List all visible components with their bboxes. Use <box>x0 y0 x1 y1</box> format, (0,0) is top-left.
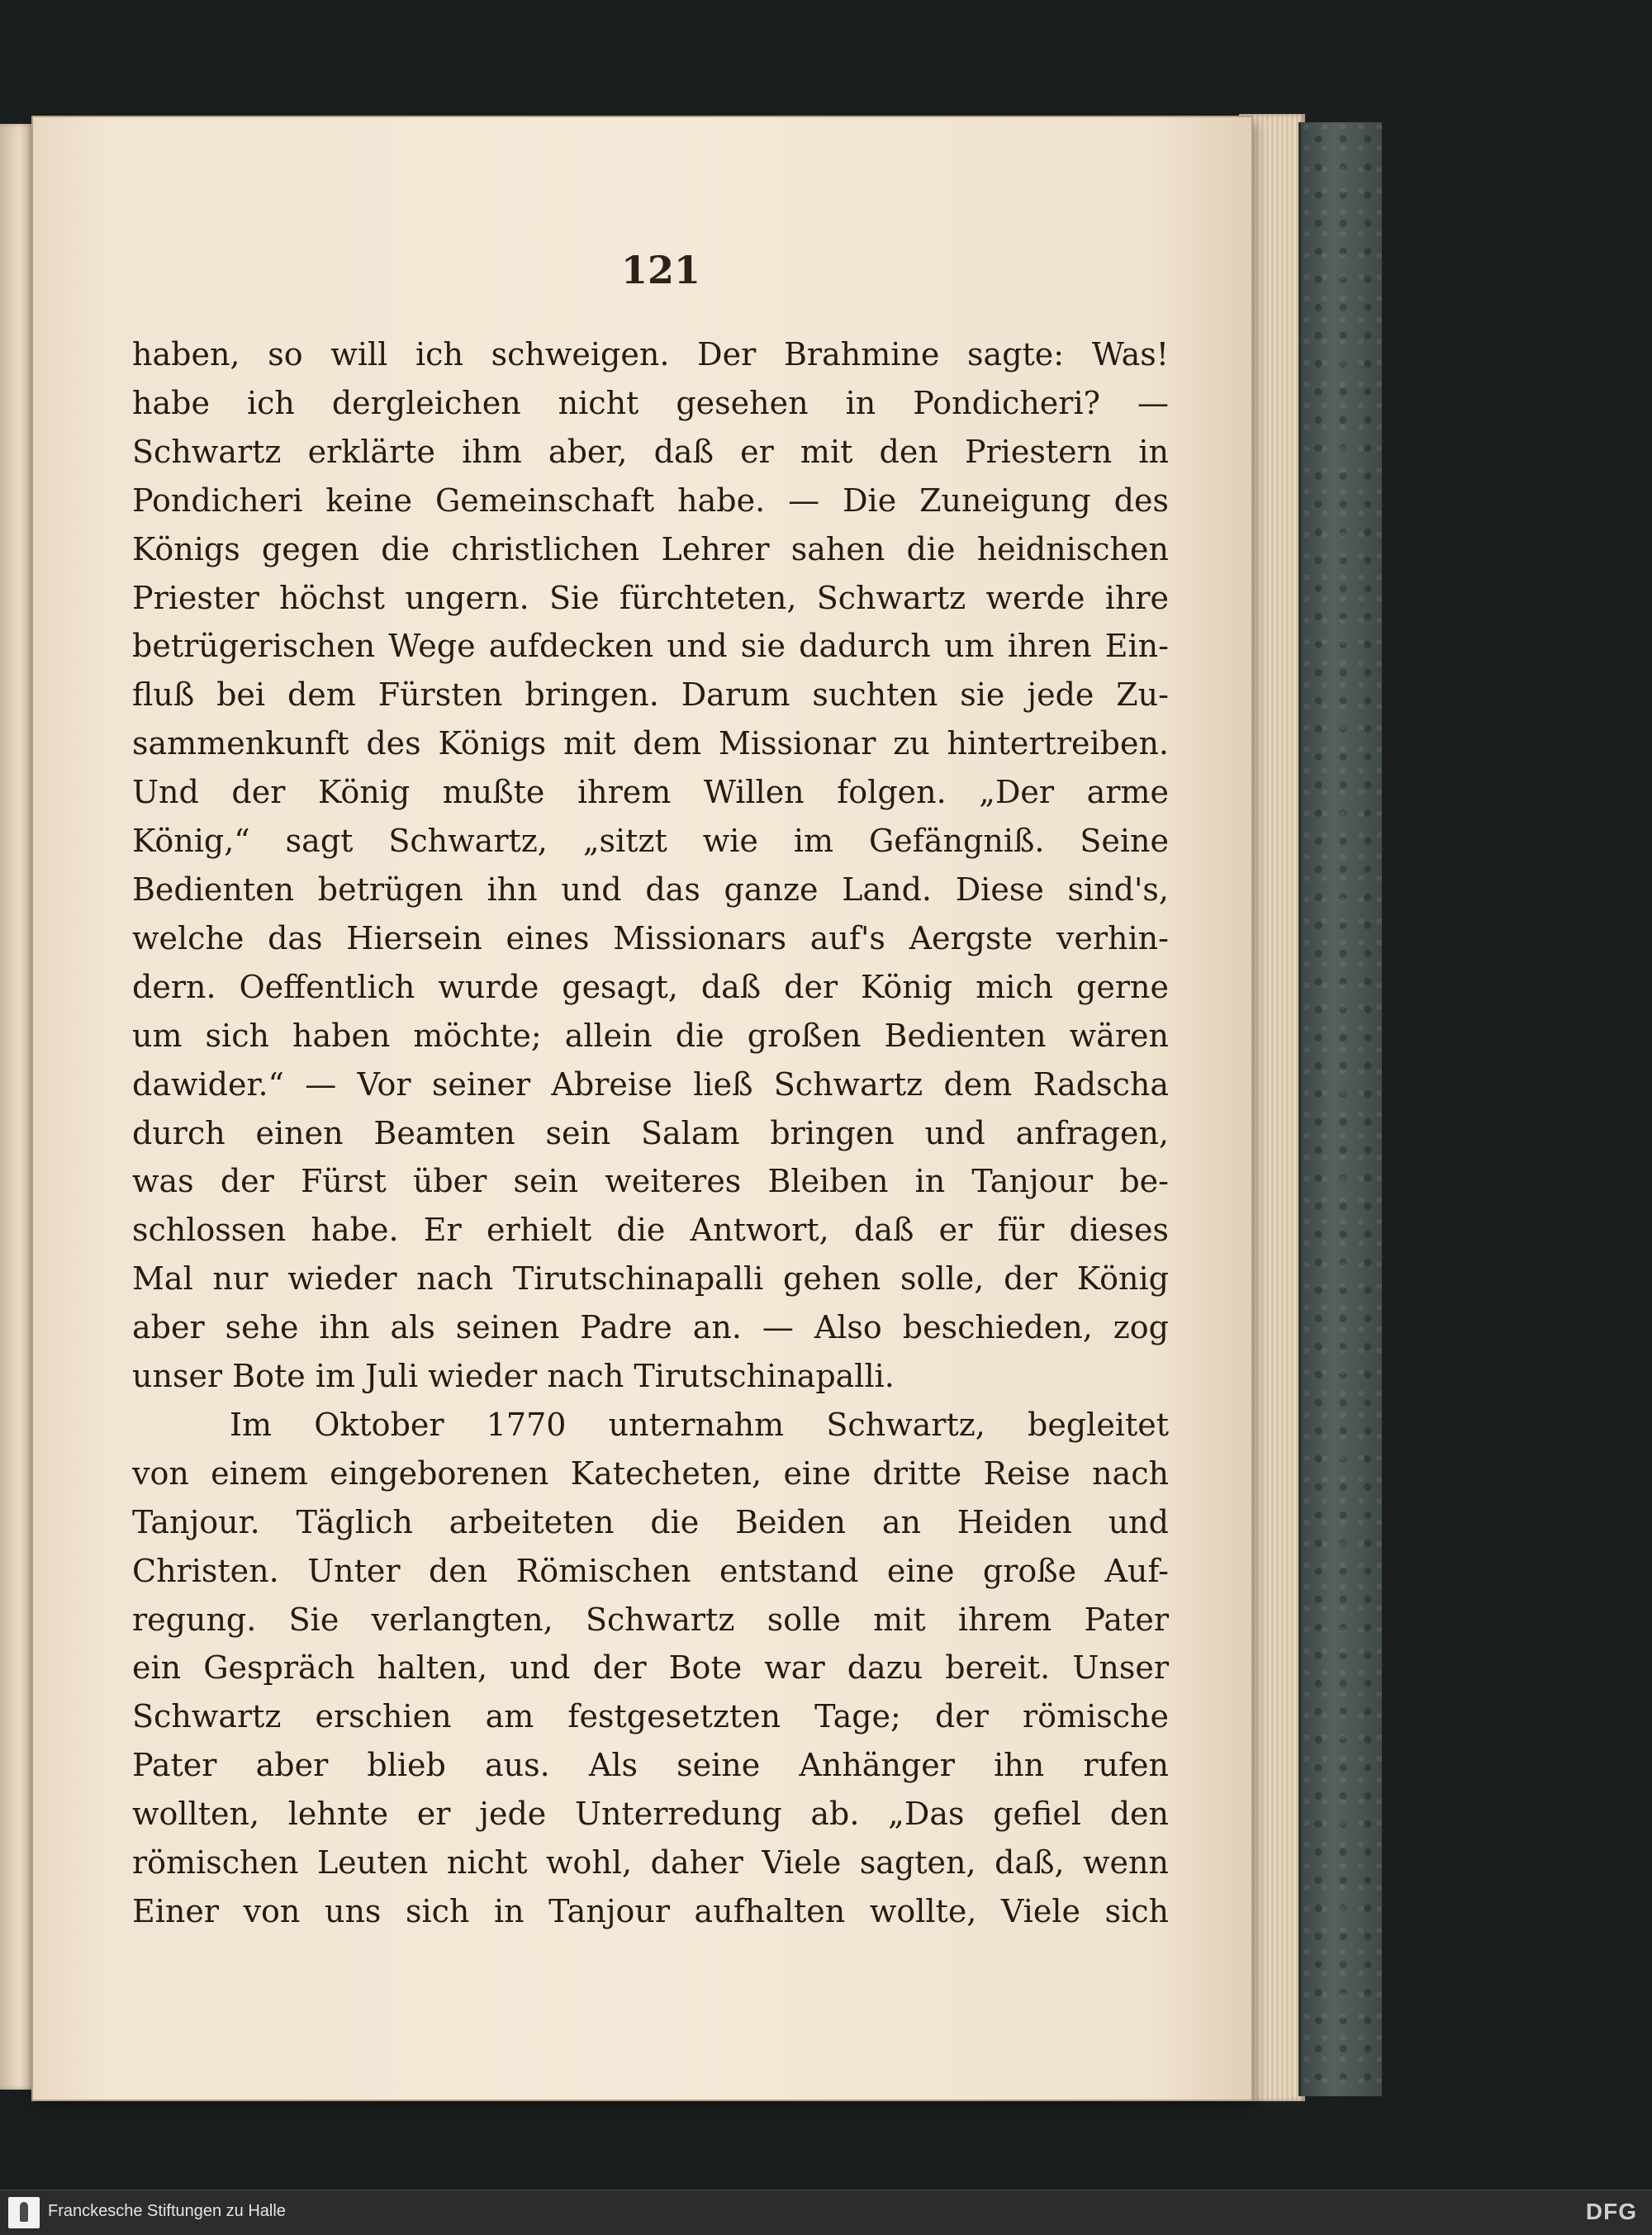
text-line: durch einen Beamten sein Salam bringen und anfragen, <box>132 1114 1169 1151</box>
text-line: fluß bei dem Fürsten bringen. Darum suchten sie jede Zu- <box>132 676 1169 714</box>
text-line: um sich haben möchte; allein die großen Bedienten wären <box>132 1017 1169 1054</box>
text-line: Schwartz erschien am festgesetzten Tage; der römische <box>132 1698 1169 1735</box>
institution-logo-icon[interactable] <box>8 2197 40 2228</box>
text-line: Und der König mußte ihrem Willen folgen. „Der arme <box>132 774 1169 811</box>
text-line: Schwartz erklärte ihm aber, daß er mit den Priestern in <box>132 433 1169 470</box>
book <box>0 106 1379 2118</box>
book-cover <box>1298 122 1382 2096</box>
book-page <box>33 117 1251 2100</box>
text-line: sammenkunft des Königs mit dem Missionar zu hintertreiben. <box>132 725 1169 762</box>
text-line: wollten, lehnte er jede Unterredung ab. „Das gefiel den <box>132 1796 1169 1833</box>
page-body-text <box>132 330 1169 1936</box>
text-line: aber sehe ihn als seinen Padre an. — Also beschieden, zog <box>132 1309 1169 1346</box>
text-line: Im Oktober 1770 unternahm Schwartz, begleitet <box>230 1406 1169 1443</box>
text-line: betrügerischen Wege aufdecken und sie dadurch um ihren Ein- <box>132 628 1169 665</box>
text-line: Einer von uns sich in Tanjour aufhalten wollte, Viele sich <box>132 1893 1169 1929</box>
text-line: was der Fürst über sein weiteres Bleiben in Tanjour be- <box>132 1163 1169 1200</box>
dfg-logo[interactable]: DFG <box>1585 2199 1637 2224</box>
text-line: Königs gegen die christlichen Lehrer sahen die heidnischen <box>132 530 1169 567</box>
text-line: Priester höchst ungern. Sie fürchteten, Schwartz werde ihre <box>132 579 1169 616</box>
text-line: regung. Sie verlangten, Schwartz solle mit ihrem Pater <box>132 1601 1169 1638</box>
text-line: schlossen habe. Er erhielt die Antwort, daß er für dieses <box>132 1212 1169 1249</box>
text-line: römischen Leuten nicht wohl, daher Viele sagten, daß, wenn <box>132 1844 1169 1881</box>
viewer-footer <box>0 2190 1652 2235</box>
text-line: unser Bote im Juli wieder nach Tirutschinapalli. <box>132 1358 895 1395</box>
text-line: Bedienten betrügen ihn und das ganze Land. Diese sind's, <box>132 871 1169 908</box>
left-page-edge <box>0 124 35 2090</box>
institution-name[interactable]: Franckesche Stiftungen zu Halle <box>48 2202 286 2220</box>
text-line: dern. Oeffentlich wurde gesagt, daß der König mich gerne <box>132 968 1169 1005</box>
text-line: ein Gespräch halten, und der Bote war dazu bereit. Unser <box>132 1649 1169 1687</box>
text-line: dawider.“ — Vor seiner Abreise ließ Schwartz dem Radscha <box>132 1065 1169 1103</box>
text-line: habe ich dergleichen nicht gesehen in Pondicheri? — <box>132 384 1169 421</box>
text-line: Mal nur wieder nach Tirutschinapalli gehen solle, der König <box>132 1260 1169 1298</box>
text-line: Tanjour. Täglich arbeiteten die Beiden an Heiden und <box>132 1503 1169 1540</box>
text-line: welche das Hiersein eines Missionars auf's Aergste verhin- <box>132 919 1169 956</box>
page-number: 121 <box>620 248 701 292</box>
text-line: haben, so will ich schweigen. Der Brahmine sagte: Was! <box>132 336 1169 372</box>
text-line: von einem eingeborenen Katecheten, eine dritte Reise nach <box>132 1454 1169 1492</box>
text-line: König,“ sagt Schwartz, „sitzt wie im Gefängniß. Seine <box>132 823 1169 860</box>
text-line: Christen. Unter den Römischen entstand eine große Auf- <box>132 1552 1169 1589</box>
text-line: Pondicheri keine Gemeinschaft habe. — Die Zuneigung des <box>132 482 1169 519</box>
text-line: Pater aber blieb aus. Als seine Anhänger ihn rufen <box>132 1747 1169 1784</box>
